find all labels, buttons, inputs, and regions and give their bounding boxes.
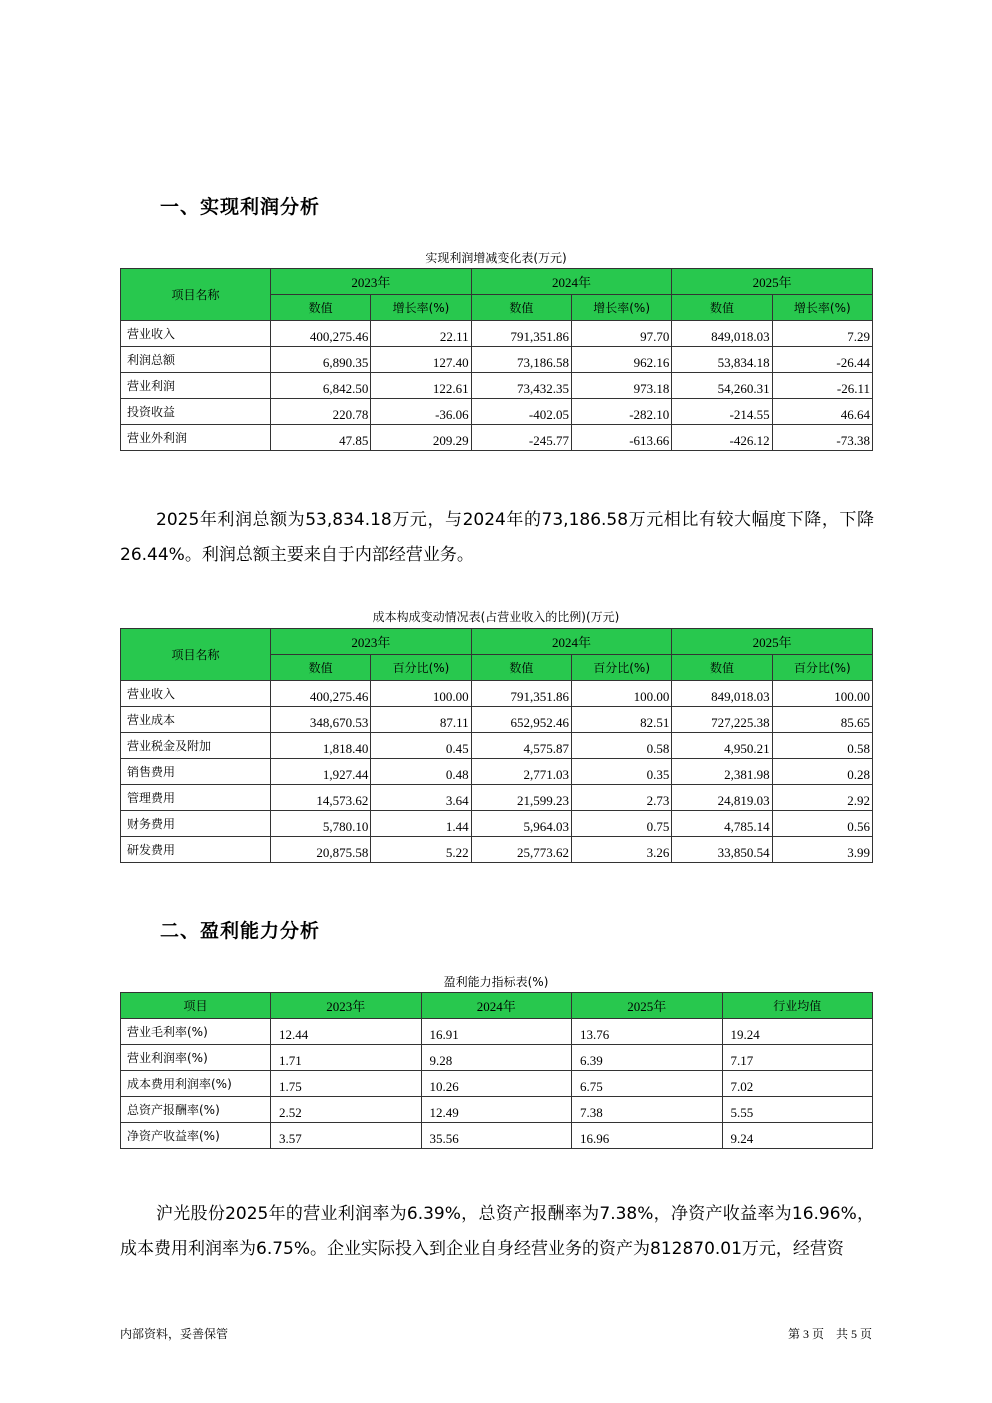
row-value: -26.11 <box>772 373 872 399</box>
row-value: 82.51 <box>571 707 671 733</box>
row-value: 652,952.46 <box>471 707 571 733</box>
row-value: 1.44 <box>371 811 471 837</box>
row-value: 127.40 <box>371 347 471 373</box>
row-value: 1,927.44 <box>271 759 371 785</box>
row-value: 7.17 <box>722 1045 873 1071</box>
table2-year-header: 2024年 <box>471 629 672 655</box>
cost-structure-table <box>120 628 873 863</box>
row-value: 54,260.31 <box>672 373 772 399</box>
row-value: -214.55 <box>672 399 772 425</box>
table2-subheader: 百分比(%) <box>772 655 872 681</box>
row-value: -402.05 <box>471 399 571 425</box>
table1-year-header: 2025年 <box>672 269 873 295</box>
row-label: 管理费用 <box>121 785 271 811</box>
row-value: 5,964.03 <box>471 811 571 837</box>
row-value: 6,842.50 <box>271 373 371 399</box>
table3-header: 2024年 <box>421 993 572 1019</box>
row-value: 97.70 <box>571 321 671 347</box>
row-value: -26.44 <box>772 347 872 373</box>
row-value: 5.22 <box>371 837 471 863</box>
table2-subheader: 数值 <box>471 655 571 681</box>
table-row <box>121 785 873 811</box>
table2-year-header: 2023年 <box>271 629 472 655</box>
row-label: 投资收益 <box>121 399 271 425</box>
profit-paragraph-text: 2025年利润总额为53,834.18万元，与2024年的73,186.58万元相比有较大幅度下降，下降26.44%。利润总额主要来自于内部经营业务。 <box>120 510 874 565</box>
row-value: 400,275.46 <box>271 681 371 707</box>
row-label: 营业税金及附加 <box>121 733 271 759</box>
row-value: 0.58 <box>772 733 872 759</box>
table3-header: 项目 <box>121 993 271 1019</box>
row-value: 21,599.23 <box>471 785 571 811</box>
row-value: 4,785.14 <box>672 811 772 837</box>
row-value: 87.11 <box>371 707 471 733</box>
row-value: 47.85 <box>271 425 371 451</box>
row-value: 3.64 <box>371 785 471 811</box>
table-row <box>121 1097 873 1123</box>
row-value: 22.11 <box>371 321 471 347</box>
table-row <box>121 399 873 425</box>
row-value: 25,773.62 <box>471 837 571 863</box>
row-value: 400,275.46 <box>271 321 371 347</box>
table1-subheader: 数值 <box>672 295 772 321</box>
row-value: 0.28 <box>772 759 872 785</box>
table-row <box>121 321 873 347</box>
row-value: -245.77 <box>471 425 571 451</box>
row-value: 6.39 <box>572 1045 723 1071</box>
row-value: 0.56 <box>772 811 872 837</box>
table-row <box>121 681 873 707</box>
row-value: 6.75 <box>572 1071 723 1097</box>
row-label: 营业收入 <box>121 681 271 707</box>
row-value: 4,575.87 <box>471 733 571 759</box>
profitability-paragraph-text: 沪光股份2025年的营业利润率为6.39%，总资产报酬率为7.38%，净资产收益率为16.96%，成本费用利润率为6.75%。企业实际投入到企业自身经营业务的资产为812870.01万元，经营资 <box>120 1204 874 1259</box>
row-value: 0.45 <box>371 733 471 759</box>
row-value: 2.92 <box>772 785 872 811</box>
table1-subheader: 增长率(%) <box>371 295 471 321</box>
row-value: 2.73 <box>571 785 671 811</box>
row-label: 销售费用 <box>121 759 271 785</box>
row-value: -426.12 <box>672 425 772 451</box>
table1-subheader: 增长率(%) <box>571 295 671 321</box>
table2-subheader: 百分比(%) <box>571 655 671 681</box>
row-value: 16.96 <box>572 1123 723 1149</box>
table1-caption: 实现利润增减变化表(万元) <box>425 251 567 265</box>
profitability-paragraph <box>120 1197 874 1267</box>
section-title-profit: 一、实现利润分析 <box>160 196 321 218</box>
row-label: 研发费用 <box>121 837 271 863</box>
table2-subheader: 数值 <box>672 655 772 681</box>
row-value: 4,950.21 <box>672 733 772 759</box>
table-row <box>121 837 873 863</box>
row-value: 100.00 <box>772 681 872 707</box>
row-value: -613.66 <box>571 425 671 451</box>
row-value: 16.91 <box>421 1019 572 1045</box>
section-title-profitability: 二、盈利能力分析 <box>160 920 321 942</box>
row-value: 3.99 <box>772 837 872 863</box>
row-label: 营业收入 <box>121 321 271 347</box>
row-value: 1.75 <box>271 1071 422 1097</box>
row-value: -36.06 <box>371 399 471 425</box>
table-row <box>121 733 873 759</box>
footer-page-number: 第 3 页 共 5 页 <box>787 1327 872 1341</box>
profitability-table <box>120 992 873 1149</box>
row-value: 9.24 <box>722 1123 873 1149</box>
row-value: 973.18 <box>571 373 671 399</box>
row-label: 营业利润 <box>121 373 271 399</box>
row-value: 727,225.38 <box>672 707 772 733</box>
profit-paragraph <box>120 503 874 573</box>
row-value: 3.57 <box>271 1123 422 1149</box>
row-value: 0.75 <box>571 811 671 837</box>
row-value: 0.58 <box>571 733 671 759</box>
row-value: 12.49 <box>421 1097 572 1123</box>
table3-header: 2023年 <box>271 993 422 1019</box>
table3-caption: 盈利能力指标表(%) <box>443 975 549 989</box>
table1-subheader: 数值 <box>471 295 571 321</box>
row-value: 3.26 <box>571 837 671 863</box>
row-label: 成本费用利润率(%) <box>121 1071 271 1097</box>
row-value: 2.52 <box>271 1097 422 1123</box>
table-row <box>121 347 873 373</box>
table-row <box>121 707 873 733</box>
row-label: 财务费用 <box>121 811 271 837</box>
row-value: 24,819.03 <box>672 785 772 811</box>
table3-header: 行业均值 <box>722 993 873 1019</box>
row-label: 营业利润率(%) <box>121 1045 271 1071</box>
row-value: 5,780.10 <box>271 811 371 837</box>
table-row <box>121 425 873 451</box>
table2-subheader: 数值 <box>271 655 371 681</box>
row-value: 35.56 <box>421 1123 572 1149</box>
table1-year-header: 2024年 <box>471 269 672 295</box>
table1-year-header: 2023年 <box>271 269 472 295</box>
row-value: 0.48 <box>371 759 471 785</box>
row-value: 46.64 <box>772 399 872 425</box>
row-value: 20,875.58 <box>271 837 371 863</box>
row-value: 962.16 <box>571 347 671 373</box>
row-value: 220.78 <box>271 399 371 425</box>
row-label: 总资产报酬率(%) <box>121 1097 271 1123</box>
row-value: 100.00 <box>571 681 671 707</box>
row-value: 2,381.98 <box>672 759 772 785</box>
row-label: 营业成本 <box>121 707 271 733</box>
table3-header: 2025年 <box>572 993 723 1019</box>
table1-subheader: 增长率(%) <box>772 295 872 321</box>
row-value: 1,818.40 <box>271 733 371 759</box>
table-row <box>121 1123 873 1149</box>
table2-item-header: 项目名称 <box>121 629 271 681</box>
row-value: 85.65 <box>772 707 872 733</box>
row-value: 122.61 <box>371 373 471 399</box>
row-value: 100.00 <box>371 681 471 707</box>
row-value: 5.55 <box>722 1097 873 1123</box>
row-value: 1.71 <box>271 1045 422 1071</box>
row-value: 19.24 <box>722 1019 873 1045</box>
row-label: 营业外利润 <box>121 425 271 451</box>
row-value: 849,018.03 <box>672 681 772 707</box>
table-row <box>121 1045 873 1071</box>
row-label: 利润总额 <box>121 347 271 373</box>
table-row <box>121 811 873 837</box>
table2-subheader: 百分比(%) <box>371 655 471 681</box>
row-value: 14,573.62 <box>271 785 371 811</box>
row-value: 7.29 <box>772 321 872 347</box>
table2-year-header: 2025年 <box>672 629 873 655</box>
table1-subheader: 数值 <box>271 295 371 321</box>
row-value: 348,670.53 <box>271 707 371 733</box>
row-value: 209.29 <box>371 425 471 451</box>
footer-confidential: 内部资料，妥善保管 <box>120 1327 229 1341</box>
table-row <box>121 1071 873 1097</box>
row-value: 7.02 <box>722 1071 873 1097</box>
row-value: 791,351.86 <box>471 321 571 347</box>
row-value: 12.44 <box>271 1019 422 1045</box>
row-value: 10.26 <box>421 1071 572 1097</box>
profit-change-table <box>120 268 873 451</box>
row-value: 849,018.03 <box>672 321 772 347</box>
row-value: 7.38 <box>572 1097 723 1123</box>
row-value: 2,771.03 <box>471 759 571 785</box>
table1-item-header: 项目名称 <box>121 269 271 321</box>
row-value: -73.38 <box>772 425 872 451</box>
table-row <box>121 373 873 399</box>
row-value: 791,351.86 <box>471 681 571 707</box>
row-value: 73,186.58 <box>471 347 571 373</box>
row-value: 6,890.35 <box>271 347 371 373</box>
table2-caption: 成本构成变动情况表(占营业收入的比例)(万元) <box>372 610 620 624</box>
row-value: 73,432.35 <box>471 373 571 399</box>
row-value: 53,834.18 <box>672 347 772 373</box>
row-value: 33,850.54 <box>672 837 772 863</box>
row-value: 0.35 <box>571 759 671 785</box>
table-row <box>121 759 873 785</box>
row-value: 13.76 <box>572 1019 723 1045</box>
row-label: 净资产收益率(%) <box>121 1123 271 1149</box>
row-label: 营业毛利率(%) <box>121 1019 271 1045</box>
row-value: 9.28 <box>421 1045 572 1071</box>
table-row <box>121 1019 873 1045</box>
row-value: -282.10 <box>571 399 671 425</box>
